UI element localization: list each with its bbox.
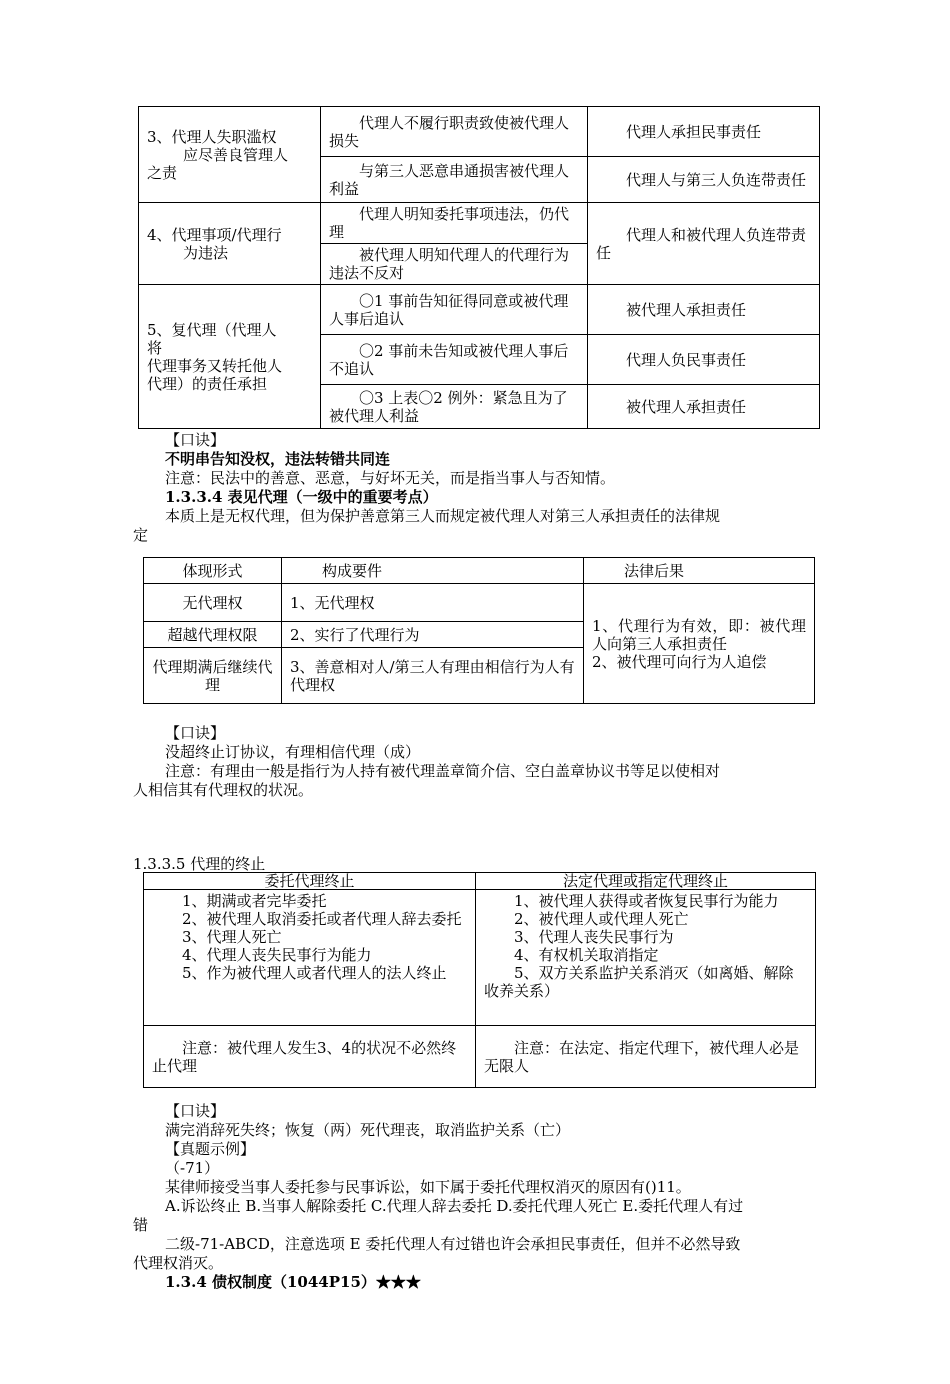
case-result: 代理人负民事责任 [588, 335, 820, 385]
list-item: 3、代理人丧失民事行为 [514, 928, 674, 946]
note-line: 人相信其有代理权的状况。 [133, 781, 314, 799]
row-label-line: 代理）的责任承担 [147, 374, 268, 393]
motto: 不明串告知没权，违法转错共同连 [165, 450, 391, 468]
form-cell: 代理期满后继续代理 [144, 648, 282, 704]
list-item: 3、代理人死亡 [182, 928, 282, 946]
exam-options-line: A.诉讼终止 B.当事人解除委托 C.代理人辞去委托 D.委托代理人死亡 E.委托代理人有过 [165, 1197, 744, 1215]
delegated-termination-list [144, 890, 476, 1026]
case-condition: 代理人不履行职责致使被代理人损失 [321, 107, 588, 157]
requirement-cell: 3、善意相对人/第三人有理由相信行为人有代理权 [282, 648, 584, 704]
table-row [144, 584, 815, 622]
row-label [139, 203, 321, 285]
statutory-termination-list [476, 890, 816, 1026]
exam-answer-line: 二级-71-ABCD，注意选项 E 委托代理人有过错也许会承担民事责任，但并不必然导致 [165, 1235, 741, 1253]
termination-table [143, 872, 816, 1088]
list-item: 1、被代理人获得或者恢复民事行为能力 [514, 892, 779, 910]
exam-answer-line: 代理权消灭。 [133, 1254, 224, 1272]
case-result: 代理人和被代理人负连带责任 [588, 203, 820, 285]
koujue-label: 【口诀】 [165, 724, 226, 742]
note-cell: 注意：被代理人发生3、4的状况不必然终止代理 [144, 1026, 476, 1088]
column-header: 法律后果 [584, 558, 815, 584]
row-label [139, 107, 321, 203]
consequence-line: 1、代理行为有效，即：被代理人向第三人承担责任 [592, 616, 806, 653]
column-header: 法定代理或指定代理终止 [476, 873, 816, 890]
apparent-agency-table [143, 557, 815, 704]
motto: 满完消辞死失终；恢复（两）死代理丧，取消监护关系（亡） [165, 1121, 571, 1139]
list-item: 5、作为被代理人或者代理人的法人终止 [182, 964, 447, 982]
paragraph-line: 本质上是无权代理，但为保护善意第三人而规定被代理人对第三人承担责任的法律规 [165, 507, 721, 525]
requirement-cell: 2、实行了代理行为 [282, 622, 584, 648]
list-item: 5、双方关系监护关系消灭（如离婚、解除收养关系） [484, 964, 794, 1000]
case-condition: 〇3 上表〇2 例外：紧急且为了被代理人利益 [321, 385, 588, 429]
koujue-label: 【口诀】 [165, 1102, 226, 1120]
row-label [139, 285, 321, 429]
list-item: 1、期满或者完毕委托 [182, 892, 327, 910]
case-result: 代理人与第三人负连带责任 [588, 157, 820, 203]
case-result: 代理人承担民事责任 [588, 107, 820, 157]
exam-options-line: 错 [133, 1216, 149, 1234]
note: 注意：民法中的善意、恶意，与好坏无关，而是指当事人与否知情。 [165, 469, 616, 487]
exam-question: 某律师接受当事人委托参与民事诉讼，如下属于委托代理权消灭的原因有()11。 [165, 1178, 691, 1196]
case-condition: 代理人明知委托事项违法，仍代理 [321, 203, 588, 244]
section-heading: 1.3.4 债权制度（1044P15）★★★ [165, 1273, 421, 1291]
list-item: 4、代理人丧失民事行为能力 [182, 946, 372, 964]
case-result: 被代理人承担责任 [588, 385, 820, 429]
column-header: 体现形式 [144, 558, 282, 584]
row-label-line: 4、代理事项/代理行 [147, 225, 282, 244]
row-label-line: 为违法 [183, 243, 229, 262]
column-header: 构成要件 [282, 558, 584, 584]
row-label-line: 5、复代理（代理人 [147, 320, 277, 339]
case-condition: 〇1 事前告知征得同意或被代理人事后追认 [321, 285, 588, 335]
list-item: 4、有权机关取消指定 [514, 946, 659, 964]
section-heading: 1.3.3.4 表见代理（一级中的重要考点） [165, 488, 438, 506]
list-item: 2、被代理人取消委托或者代理人辞去委托 [182, 910, 462, 928]
requirement-cell: 1、无代理权 [282, 584, 584, 622]
exam-example-label: 【真题示例】 [165, 1140, 256, 1158]
note-cell: 注意：在法定、指定代理下，被代理人必是无限人 [476, 1026, 816, 1088]
consequence-line: 2、被代理可向行为人追偿 [592, 652, 767, 671]
koujue-label: 【口诀】 [165, 431, 226, 449]
row-label-line: 将 [147, 338, 163, 357]
list-item: 2、被代理人或代理人死亡 [514, 910, 689, 928]
table-row [139, 203, 820, 244]
case-condition: 〇2 事前未告知或被代理人事后不追认 [321, 335, 588, 385]
row-label-line: 之责 [147, 163, 178, 182]
form-cell: 超越代理权限 [144, 622, 282, 648]
form-cell: 无代理权 [144, 584, 282, 622]
consequence-cell [584, 584, 815, 704]
case-result: 被代理人承担责任 [588, 285, 820, 335]
column-header: 委托代理终止 [144, 873, 476, 890]
table-header-row [144, 558, 815, 584]
table-row [139, 285, 820, 335]
motto: 没超终止订协议，有理相信代理（成） [165, 743, 421, 761]
paragraph-line: 定 [133, 526, 149, 544]
table-header-row [144, 873, 816, 890]
table-row [144, 1026, 816, 1088]
table-row [144, 890, 816, 1026]
row-label-line: 应尽善良管理人 [183, 145, 289, 164]
case-condition: 被代理人明知代理人的代理行为违法不反对 [321, 244, 588, 285]
section-heading: 1.3.3.5 代理的终止 [133, 855, 266, 873]
row-label-line: 代理事务又转托他人 [147, 356, 283, 375]
case-condition: 与第三人恶意串通损害被代理人利益 [321, 157, 588, 203]
note-line: 注意：有理由一般是指行为人持有被代理盖章简介信、空白盖章协议书等足以使相对 [165, 762, 721, 780]
liability-table [138, 106, 820, 429]
exam-code: （-71） [165, 1159, 220, 1177]
row-label-line: 3、代理人失职滥权 [147, 127, 277, 146]
table-row [139, 107, 820, 157]
